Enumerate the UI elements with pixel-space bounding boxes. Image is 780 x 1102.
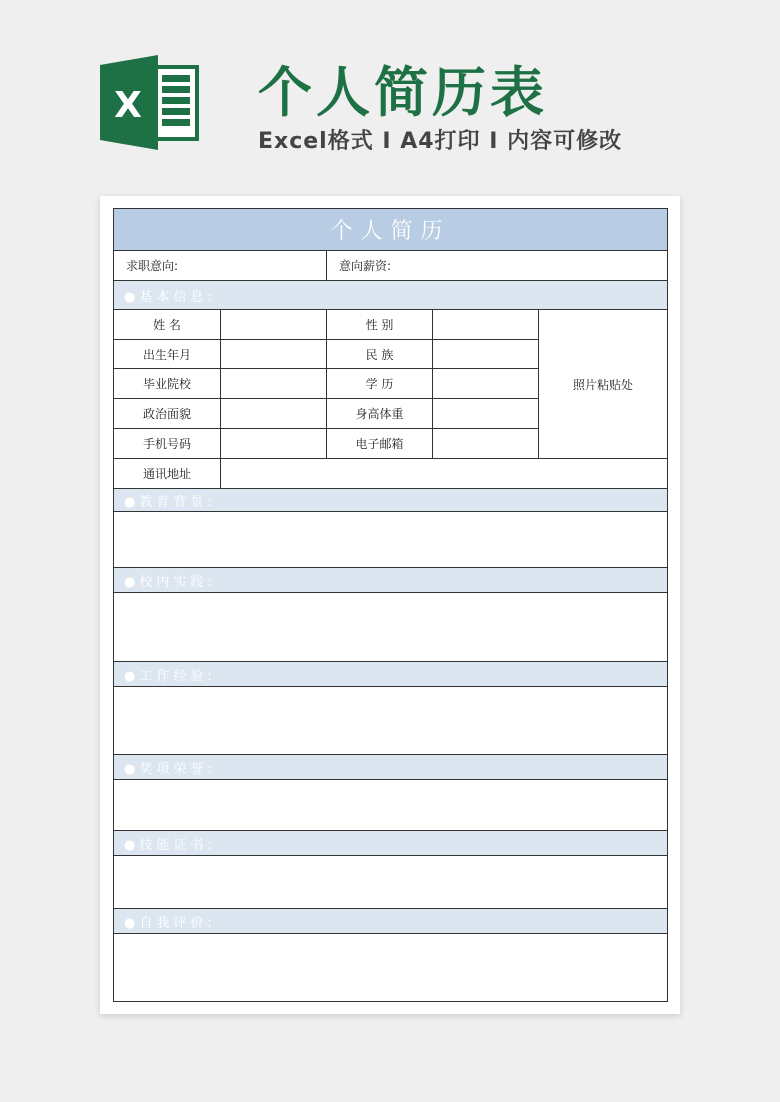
field-value[interactable] [432,309,539,340]
field-label: 性 别 [326,309,433,340]
photo-placeholder[interactable]: 照片粘贴处 [538,309,668,459]
field-value[interactable] [432,398,539,429]
section-header: ●技能证书: [113,830,668,856]
salary-intent-field[interactable]: 意向薪资: [326,250,668,281]
section-header: ●校内实践: [113,567,668,593]
field-value[interactable] [220,398,327,429]
field-label: 电子邮箱 [326,428,433,459]
field-value[interactable] [220,339,327,369]
banner-title: 个人简历表 [258,61,548,124]
job-intent-field[interactable]: 求职意向: [113,250,327,281]
excel-logo-icon [100,55,200,150]
section-header: ●自我评价: [113,908,668,934]
field-label: 出生年月 [113,339,221,369]
section-header: ●教育背景: [113,488,668,512]
resume-title: 个人简历 [113,208,668,251]
section-content[interactable] [113,592,668,662]
field-label: 姓 名 [113,309,221,340]
section-basic-info: ●基本信息: [113,280,668,310]
svg-text:X: X [114,85,142,126]
field-value[interactable] [220,368,327,399]
section-content[interactable] [113,855,668,909]
field-value[interactable] [432,428,539,459]
address-value[interactable] [220,458,668,489]
banner-subtitle: Excel格式 I A4打印 I 内容可修改 [258,129,623,154]
section-header: ●工作经验: [113,661,668,687]
field-label: 政治面貌 [113,398,221,429]
section-header: ●奖项荣誉: [113,754,668,780]
field-value[interactable] [432,339,539,369]
field-label: 通讯地址 [113,458,221,489]
field-label: 学 历 [326,368,433,399]
field-label: 身高体重 [326,398,433,429]
section-content[interactable] [113,686,668,755]
field-value[interactable] [220,309,327,340]
section-content[interactable] [113,779,668,831]
section-content[interactable] [113,511,668,568]
field-label: 毕业院校 [113,368,221,399]
field-value[interactable] [220,428,327,459]
section-content[interactable] [113,933,668,1002]
field-label: 手机号码 [113,428,221,459]
field-label: 民 族 [326,339,433,369]
field-value[interactable] [432,368,539,399]
